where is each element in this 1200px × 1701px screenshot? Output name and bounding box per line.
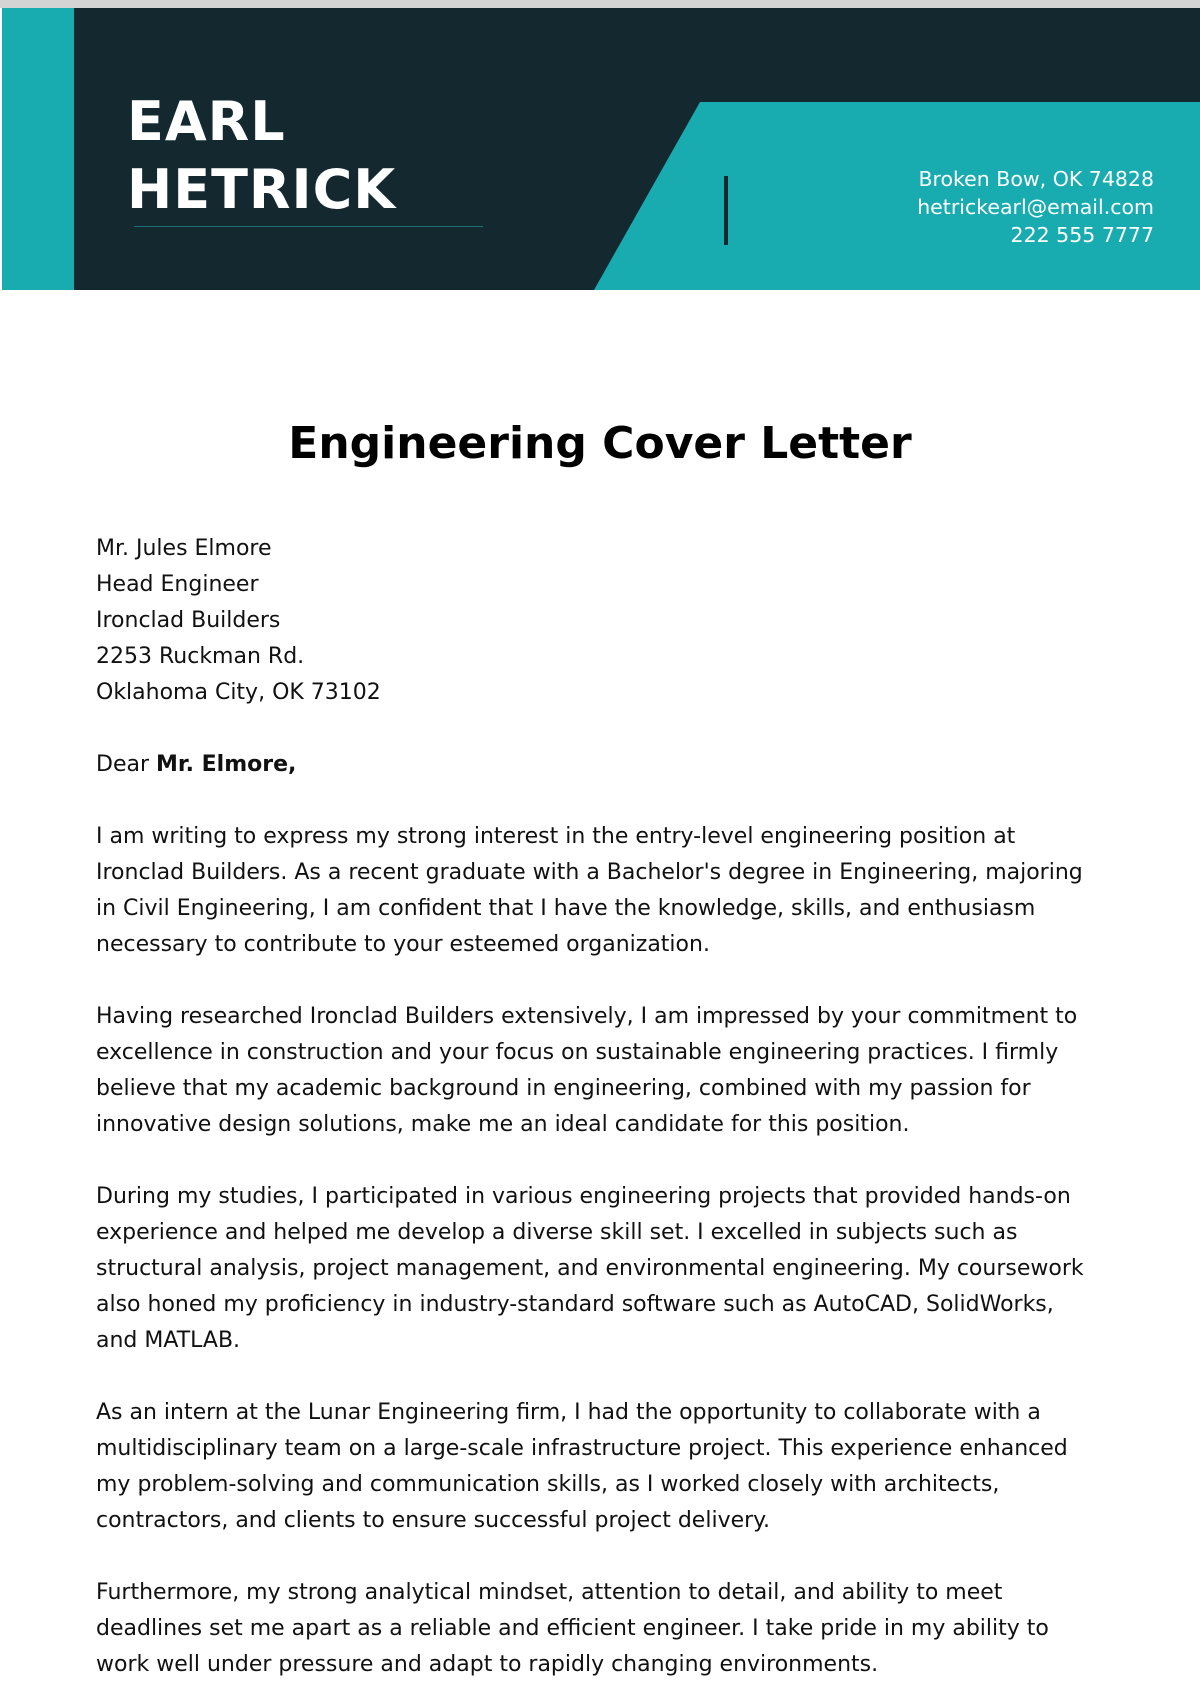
salutation-name: Mr. Elmore, xyxy=(156,752,297,777)
resume-header xyxy=(0,8,1200,290)
contact-info xyxy=(917,165,1154,249)
letter-paragraph: During my studies, I participated in various engineering projects that provided hands-on experience and helped me develop a diverse skill set. I excelled in subjects such as structural analysis, project management, and environmental engineering. My coursework also honed my proficiency in industry-standard software such as AutoCAD, SolidWorks, and MATLAB. xyxy=(96,1184,1084,1353)
recipient-company: Ironclad Builders xyxy=(96,608,281,633)
letter-paragraph: Having researched Ironclad Builders extensively, I am impressed by your commitment to excellence in construction and your focus on sustainable engineering practices. I firmly believe that my academic background in engineering, combined with my passion for innovative design solutions, make me an ideal candidate for this position. xyxy=(96,1004,1078,1137)
contact-email[interactable]: hetrickearl@email.com xyxy=(917,195,1154,219)
page-top-border xyxy=(0,0,1200,8)
name-underline xyxy=(134,226,483,227)
letter-body xyxy=(96,531,1096,1683)
salutation xyxy=(96,747,1096,783)
letter-title: Engineering Cover Letter xyxy=(288,418,912,469)
recipient-name: Mr. Jules Elmore xyxy=(96,536,272,561)
letter-paragraph: I am writing to express my strong interest in the entry-level engineering position at Ironclad Builders. As a recent graduate with a Bachelor's degree in Engineering, majoring in Civil Engineering, I am confident that I have the knowledge, skills, and enthusiasm necessary to contribute to your esteemed organization. xyxy=(96,824,1083,957)
applicant-first-name: EARL xyxy=(127,90,286,153)
recipient-city: Oklahoma City, OK 73102 xyxy=(96,680,381,705)
salutation-greeting: Dear xyxy=(96,752,150,777)
contact-divider xyxy=(724,176,728,245)
letter-paragraph: As an intern at the Lunar Engineering firm, I had the opportunity to collaborate with a multidisciplinary team on a large-scale infrastructure project. This experience enhanced my problem-solving and communication skills, as I worked closely with architects, contractors, and clients to ensure successful project delivery. xyxy=(96,1400,1068,1533)
recipient-block xyxy=(96,531,1096,711)
recipient-street: 2253 Ruckman Rd. xyxy=(96,644,305,669)
applicant-name xyxy=(127,88,396,224)
recipient-position: Head Engineer xyxy=(96,572,259,597)
applicant-last-name: HETRICK xyxy=(127,158,397,221)
contact-location: Broken Bow, OK 74828 xyxy=(918,167,1154,191)
contact-phone: 222 555 7777 xyxy=(1010,223,1154,247)
letter-paragraph: Furthermore, my strong analytical mindset, attention to detail, and ability to meet deadlines set me apart as a reliable and efficient engineer. I take pride in my ability to work well under pressure and adapt to rapidly changing environments. xyxy=(96,1580,1049,1677)
